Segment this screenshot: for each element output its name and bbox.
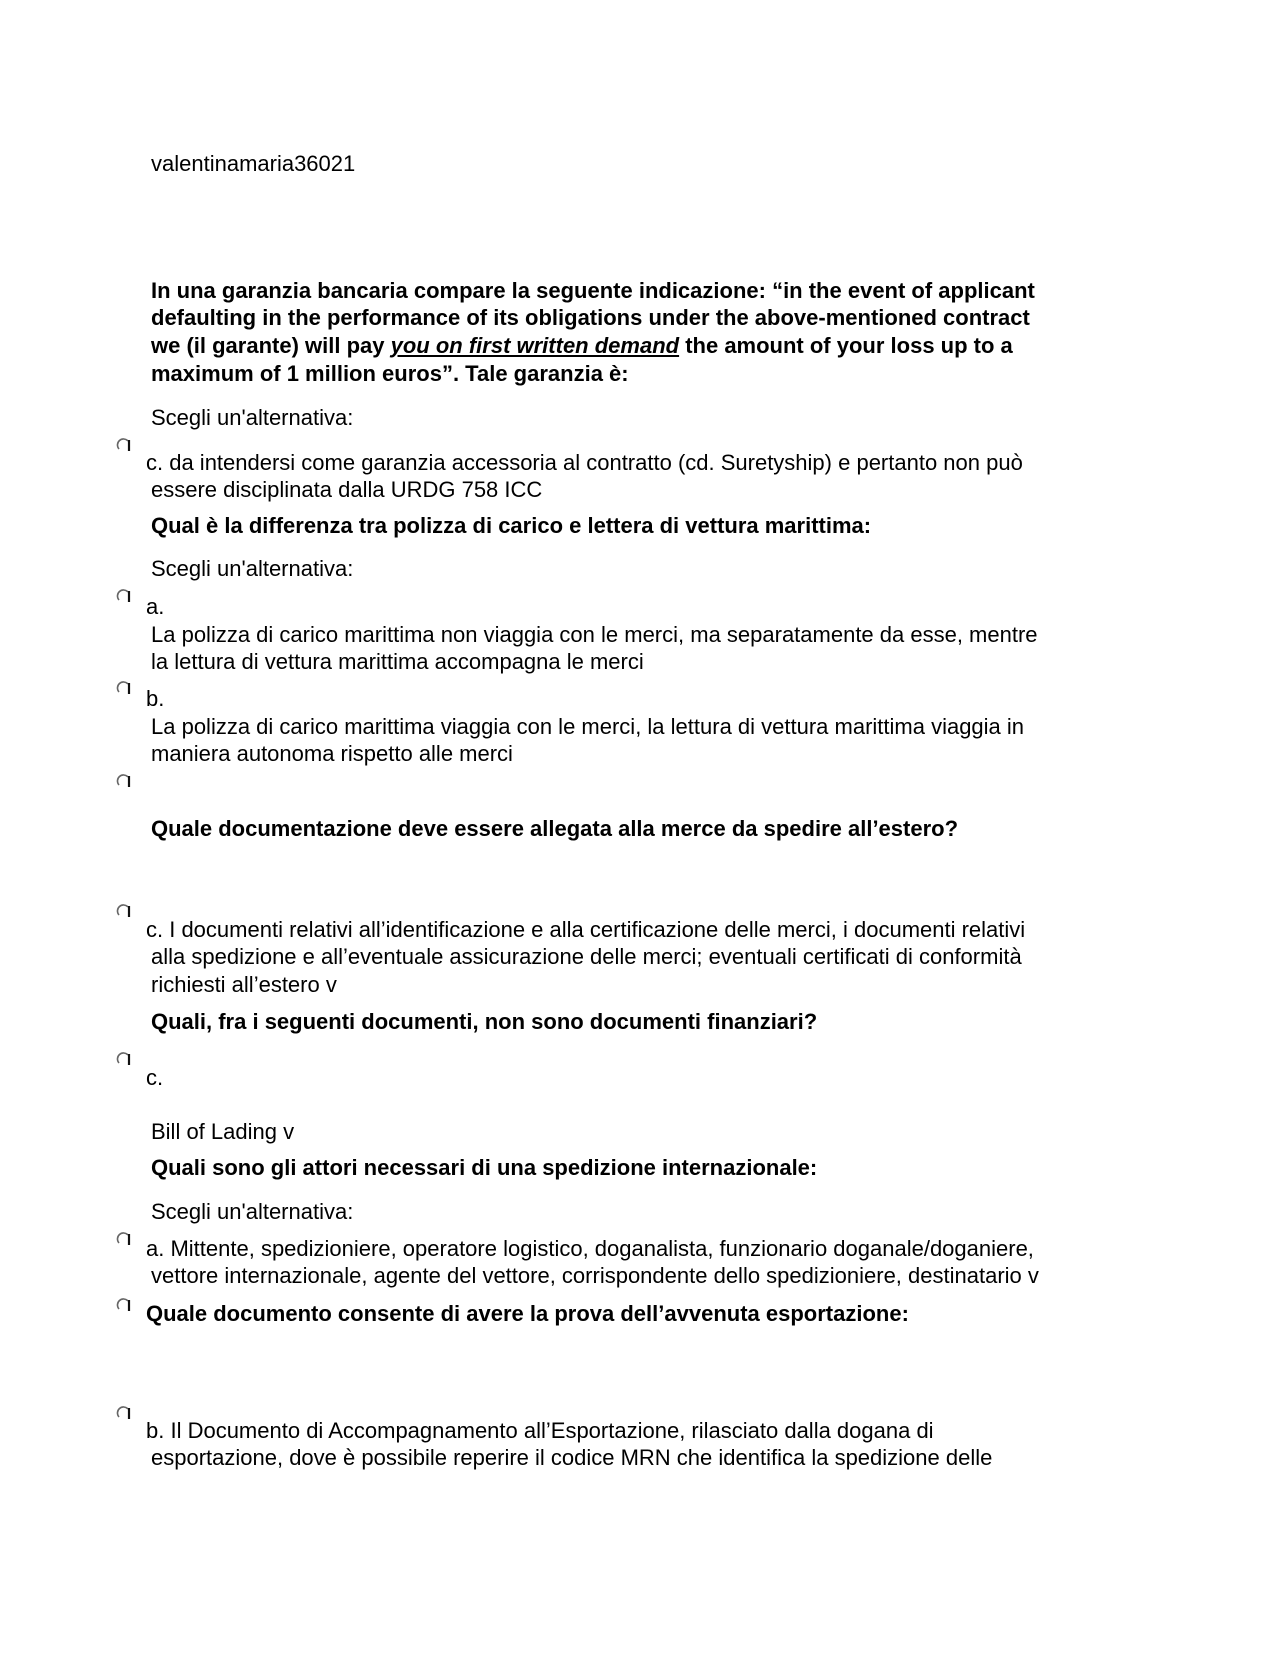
question-5-title: Quali sono gli attori necessari di una spedizione internazionale: — [151, 1155, 818, 1180]
question-1-line-2: defaulting in the performance of its obligations under the above-mentioned contract — [151, 305, 1030, 330]
question-2-option-b-line-2: maniera autonoma rispetto alle merci — [151, 741, 513, 766]
question-2-prompt: Scegli un'alternativa: — [151, 556, 354, 581]
username-label: valentinamaria36021 — [151, 151, 356, 176]
question-1-line-3 — [151, 332, 1013, 359]
question-3-title: Quale documentazione deve essere allegata alla merce da spedire all’estero? — [151, 816, 959, 841]
question-1-emphasis: you on first written demand — [390, 333, 680, 358]
radio-button[interactable] — [116, 903, 132, 919]
radio-button[interactable] — [116, 1297, 132, 1313]
question-2-option-a-line-2: la lettura di vettura marittima accompagna le merci — [151, 649, 644, 674]
radio-button[interactable] — [116, 1231, 132, 1247]
question-5-answer-line-1: a. Mittente, spedizioniere, operatore logistico, doganalista, funzionario doganale/doganiere, — [146, 1236, 1034, 1261]
question-2-option-b-label: b. — [146, 686, 165, 711]
radio-button[interactable] — [116, 437, 132, 453]
radio-button[interactable] — [116, 773, 132, 789]
radio-button[interactable] — [116, 680, 132, 696]
question-6-title: Quale documento consente di avere la prova dell’avvenuta esportazione: — [146, 1301, 909, 1326]
radio-button[interactable] — [116, 1405, 132, 1421]
question-4-answer-text: Bill of Lading v — [151, 1119, 295, 1144]
question-1-prompt: Scegli un'alternativa: — [151, 405, 354, 430]
question-3-answer-line-3: richiesti all’estero v — [151, 972, 337, 997]
question-2-option-b-line-1: La polizza di carico marittima viaggia con le merci, la lettura di vettura marittima viaggia in — [151, 714, 1025, 739]
question-4-title: Quali, fra i seguenti documenti, non sono documenti finanziari? — [151, 1009, 818, 1034]
question-1-line-3-post: the amount of your loss up to a — [679, 333, 1013, 358]
question-6-answer-line-2: esportazione, dove è possibile reperire il codice MRN che identifica la spedizione delle — [151, 1445, 993, 1470]
question-1-answer-line-1: c. da intendersi come garanzia accessoria al contratto (cd. Suretyship) e pertanto non può — [146, 450, 1023, 475]
question-6-answer-line-1: b. Il Documento di Accompagnamento all’Esportazione, rilasciato dalla dogana di — [146, 1418, 934, 1443]
question-4-answer-label: c. — [146, 1065, 164, 1090]
question-2-option-a-label: a. — [146, 594, 165, 619]
question-5-prompt: Scegli un'alternativa: — [151, 1199, 354, 1224]
question-1-answer-line-2: essere disciplinata dalla URDG 758 ICC — [151, 477, 543, 502]
radio-button[interactable] — [116, 588, 132, 604]
radio-button[interactable] — [116, 1051, 132, 1067]
question-3-answer-line-2: alla spedizione e all’eventuale assicurazione delle merci; eventuali certificati di conformità — [151, 944, 1022, 969]
question-1-line-3-pre: we (il garante) will pay — [151, 333, 391, 358]
question-1-line-4: maximum of 1 million euros”. Tale garanzia è: — [151, 361, 629, 386]
question-2-title: Qual è la differenza tra polizza di carico e lettera di vettura marittima: — [151, 513, 872, 538]
question-3-answer-line-1: c. I documenti relativi all’identificazione e alla certificazione delle merci, i documenti relativi — [146, 917, 1026, 942]
question-2-option-a-line-1: La polizza di carico marittima non viaggia con le merci, ma separatamente da esse, mentre — [151, 622, 1038, 647]
question-5-answer-line-2: vettore internazionale, agente del vettore, corrispondente dello spedizioniere, destinatario v — [151, 1263, 1039, 1288]
question-1-line-1: In una garanzia bancaria compare la seguente indicazione: “in the event of applicant — [151, 278, 1035, 303]
